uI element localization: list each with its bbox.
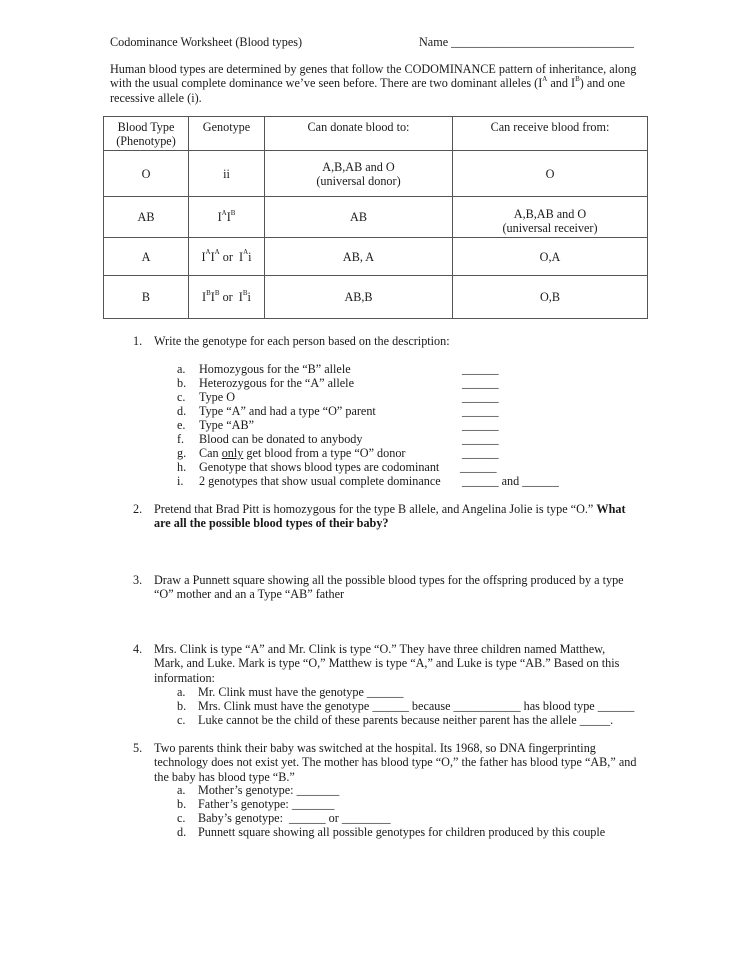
item-letter: c. [177, 713, 186, 727]
answer-blank[interactable]: ______ [462, 404, 499, 418]
question-text: Write the genotype for each person based on the description: [154, 334, 450, 348]
item-text[interactable]: Mrs. Clink must have the genotype ______ because ___________ has blood type ______ [198, 699, 635, 713]
cell-text: i [248, 249, 252, 264]
item-text: Type “A” and had a type “O” parent [199, 404, 376, 418]
cell-text: or I [219, 290, 243, 304]
receive-cell: O,A [453, 238, 648, 276]
phenotype-cell: O [104, 151, 189, 197]
item-letter: g. [177, 446, 187, 460]
donate-cell [265, 151, 453, 197]
item-text: 2 genotypes that show usual complete dominance [199, 474, 441, 488]
cell-text: I [201, 249, 206, 264]
item-letter: e. [177, 418, 186, 432]
intro-text: and I [547, 76, 576, 91]
receive-cell [453, 197, 648, 238]
emphasis-underlined: only [221, 446, 244, 460]
answer-blank[interactable]: ______ [462, 432, 499, 446]
genotype-cell [189, 238, 265, 276]
table-row [104, 197, 648, 238]
question-number: 2. [133, 502, 143, 516]
cell-text: I [226, 210, 231, 224]
answer-blank[interactable]: ______ [460, 460, 497, 474]
header-text: (Phenotype) [116, 134, 176, 148]
cell-text: O [545, 166, 555, 181]
item-letter: i. [177, 474, 184, 488]
item-text: Genotype that shows blood types are codominant [199, 460, 440, 474]
item-letter: b. [177, 376, 187, 390]
question-text: Two parents think their baby was switched at the hospital. Its 1968, so DNA fingerprinting technology does not exist yet. The mother has blood type “O,” the father has blood type “AB,” and the baby has blood type “B.” [154, 741, 637, 784]
answer-blank[interactable]: ______ and ______ [462, 474, 559, 488]
cell-text: or I [219, 249, 244, 264]
item-letter: d. [177, 825, 187, 839]
item-letter: a. [177, 783, 186, 797]
header-receive: Can receive blood from: [453, 117, 648, 151]
question-text: Mrs. Clink is type “A” and Mr. Clink is type “O.” They have three children named Matthew, Mark, and Luke. Mark is type “O,” Matthew is type “A,” and Luke is type “AB.” Based on this information: [154, 642, 620, 685]
genotype-cell [189, 197, 265, 238]
item-text: Heterozygous for the “A” allele [199, 376, 354, 390]
item-letter: a. [177, 685, 186, 699]
cell-text: (universal donor) [316, 173, 401, 188]
superscript: B [242, 288, 248, 297]
table-row [104, 151, 648, 197]
answer-blank[interactable]: ______ [462, 376, 499, 390]
item-letter: a. [177, 362, 186, 376]
table-row [104, 276, 648, 319]
cell-text: A,B,AB and O [322, 159, 395, 174]
header-genotype: Genotype [189, 117, 265, 151]
question-bold-text: What are all the possible blood types of their baby? [154, 502, 626, 531]
item-letter: b. [177, 797, 187, 811]
name-field[interactable]: Name ______________________________ [419, 35, 634, 49]
superscript: A [542, 75, 548, 84]
item-letter: c. [177, 390, 186, 404]
item-text[interactable]: Baby’s genotype: ______ or ________ [198, 811, 391, 825]
question-text [154, 502, 644, 531]
cell-text: I [202, 290, 207, 304]
table-row [104, 238, 648, 276]
item-text: Homozygous for the “B” allele [199, 362, 351, 376]
question-text: Draw a Punnett square showing all the possible blood types for the offspring produced by a type “O” mother and an a Type “AB” father [154, 573, 624, 602]
header-blood-type [104, 117, 189, 151]
intro-text: ) and one recessive allele (i). [110, 76, 626, 105]
donate-cell: AB [265, 197, 453, 238]
cell-text: I [210, 290, 215, 304]
answer-blank[interactable]: ______ [462, 362, 499, 376]
cell-text: i [247, 290, 251, 304]
receive-cell: O,B [453, 276, 648, 319]
superscript: B [575, 75, 580, 84]
item-text: Punnett square showing all possible genotypes for children produced by this couple [198, 825, 606, 839]
item-letter: h. [177, 460, 187, 474]
receive-cell [453, 151, 648, 197]
item-letter: b. [177, 699, 187, 713]
blood-type-table [103, 116, 648, 319]
donate-cell: AB,B [265, 276, 453, 319]
phenotype-cell: AB [104, 197, 189, 238]
superscript: A [214, 248, 220, 257]
worksheet-title: Codominance Worksheet (Blood types) [110, 35, 303, 49]
item-text: Type O [199, 390, 236, 404]
cell-text: I [210, 249, 215, 264]
superscript: A [221, 208, 227, 217]
intro-text: Human blood types are determined by genes that follow the CODOMINANCE pattern of inheritance, along with the usual complete dominance we’ve seen before. There are two dominant alleles (I [110, 62, 637, 91]
question-text-part: Pretend that Brad Pitt is homozygous for the type B allele, and Angelina Jolie is type “O.” [154, 502, 597, 516]
genotype-cell [189, 276, 265, 319]
header-donate: Can donate blood to: [265, 117, 453, 151]
item-text [199, 446, 405, 460]
superscript: A [243, 248, 249, 257]
item-letter: c. [177, 811, 186, 825]
item-letter: f. [177, 432, 185, 446]
answer-blank[interactable]: ______ [462, 446, 499, 460]
answer-blank[interactable]: ______ [462, 418, 499, 432]
item-text-part: get blood from a type “O” donor [243, 446, 406, 460]
item-text: Blood can be donated to anybody [199, 432, 363, 446]
phenotype-cell: B [104, 276, 189, 319]
item-text-part: Can [199, 446, 222, 460]
superscript: B [230, 208, 236, 217]
item-text: Type “AB” [199, 418, 254, 432]
question-number: 5. [133, 741, 143, 755]
cell-text: (universal receiver) [502, 221, 598, 235]
superscript: A [205, 248, 211, 257]
superscript: B [206, 288, 211, 297]
genotype-cell: ii [189, 151, 265, 197]
question-number: 1. [133, 334, 143, 348]
item-text[interactable]: Mother’s genotype: _______ [198, 783, 340, 797]
item-text[interactable]: Father’s genotype: _______ [198, 797, 335, 811]
phenotype-cell: A [104, 238, 189, 276]
item-text[interactable]: Luke cannot be the child of these parents because neither parent has the allele _____. [198, 713, 614, 727]
item-text[interactable]: Mr. Clink must have the genotype ______ [198, 685, 404, 699]
question-number: 4. [133, 642, 143, 656]
table-header-row [104, 117, 648, 151]
donate-cell: AB, A [265, 238, 453, 276]
cell-text: A,B,AB and O [513, 207, 587, 221]
question-number: 3. [133, 573, 143, 587]
answer-blank[interactable]: ______ [462, 390, 499, 404]
superscript: B [214, 288, 220, 297]
item-letter: d. [177, 404, 187, 418]
cell-text: I [217, 210, 222, 224]
header-text: Blood Type [117, 120, 175, 134]
intro-paragraph [110, 62, 650, 105]
